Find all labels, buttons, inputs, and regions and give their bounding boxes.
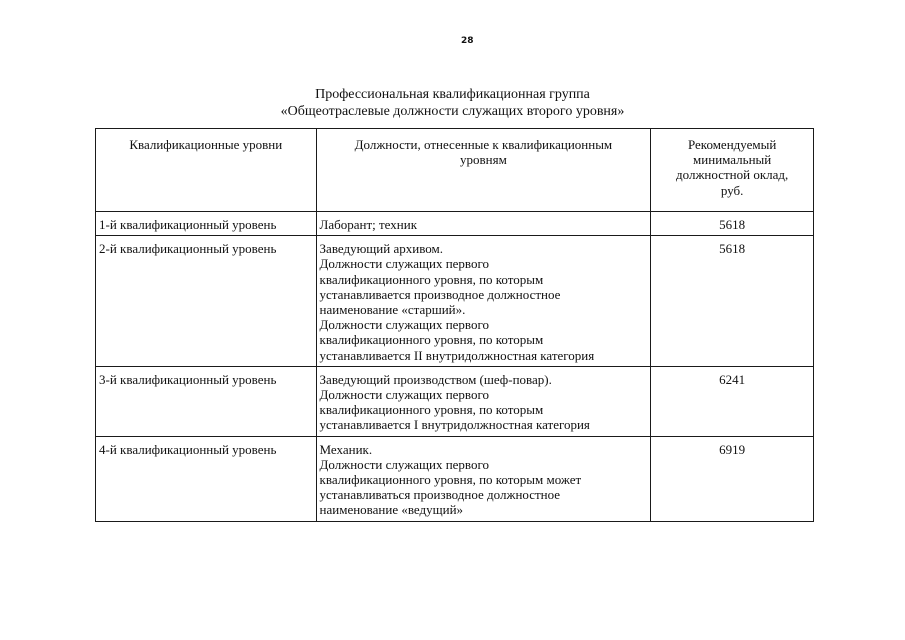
position-line: квалификационного уровня, по которым	[319, 402, 544, 418]
positions-cell	[316, 436, 651, 521]
header-positions-line: уровням	[460, 152, 507, 168]
salary-cell: 6919	[651, 436, 814, 521]
table-row	[96, 212, 814, 236]
position-line: Должности служащих первого	[319, 387, 489, 403]
position-line: квалификационного уровня, по которым	[319, 332, 544, 348]
positions-cell	[316, 366, 651, 436]
table-row	[96, 436, 814, 521]
title-line-1: Профессиональная квалификационная группа	[315, 87, 590, 102]
table-row	[96, 236, 814, 367]
position-line: Заведующий архивом.	[319, 241, 443, 257]
position-line: устанавливается I внутридолжностная категория	[319, 417, 590, 433]
position-line: Заведующий производством (шеф-повар).	[319, 371, 552, 387]
table-header-row	[96, 129, 814, 212]
positions-cell	[316, 236, 651, 367]
header-salary-line: должностной оклад,	[676, 167, 789, 183]
position-line: квалификационного уровня, по которым может	[319, 472, 582, 488]
level-cell: 3-й квалификационный уровень	[96, 366, 317, 436]
header-salary	[651, 129, 814, 212]
position-line: устанавливаться производное должностное	[319, 487, 561, 503]
salary-table	[95, 128, 814, 522]
header-positions	[316, 129, 651, 212]
table-row	[96, 366, 814, 436]
position-line: устанавливается производное должностное	[319, 286, 561, 302]
salary-cell: 6241	[651, 366, 814, 436]
page-number: 28	[461, 36, 474, 46]
title-line-2: «Общеотраслевые должности служащих второго уровня»	[280, 104, 625, 119]
position-line: Механик.	[319, 441, 373, 457]
level-cell: 4-й квалификационный уровень	[96, 436, 317, 521]
level-cell: 2-й квалификационный уровень	[96, 236, 317, 367]
position-line: Должности служащих первого	[319, 256, 489, 272]
position-line: наименование «старший».	[319, 302, 466, 318]
header-salary-line: Рекомендуемый	[687, 137, 777, 152]
header-salary-line: руб.	[720, 182, 744, 198]
header-level	[96, 129, 317, 212]
positions-cell	[316, 212, 651, 236]
position-line: Должности служащих первого	[319, 456, 489, 472]
document-title	[0, 86, 905, 120]
header-salary-line: минимальный	[693, 152, 772, 168]
header-positions-line: Должности, отнесенные к квалификационным	[354, 137, 613, 152]
position-line: устанавливается II внутридолжностная категория	[319, 347, 595, 363]
position-line: Лаборант; техник	[319, 217, 418, 232]
salary-cell: 5618	[651, 212, 814, 236]
level-cell: 1-й квалификационный уровень	[96, 212, 317, 236]
header-level-line: Квалификационные уровни	[129, 137, 283, 152]
position-line: наименование «ведущий»	[319, 502, 464, 518]
position-line: квалификационного уровня, по которым	[319, 271, 544, 287]
position-line: Должности служащих первого	[319, 317, 489, 333]
salary-cell: 5618	[651, 236, 814, 367]
